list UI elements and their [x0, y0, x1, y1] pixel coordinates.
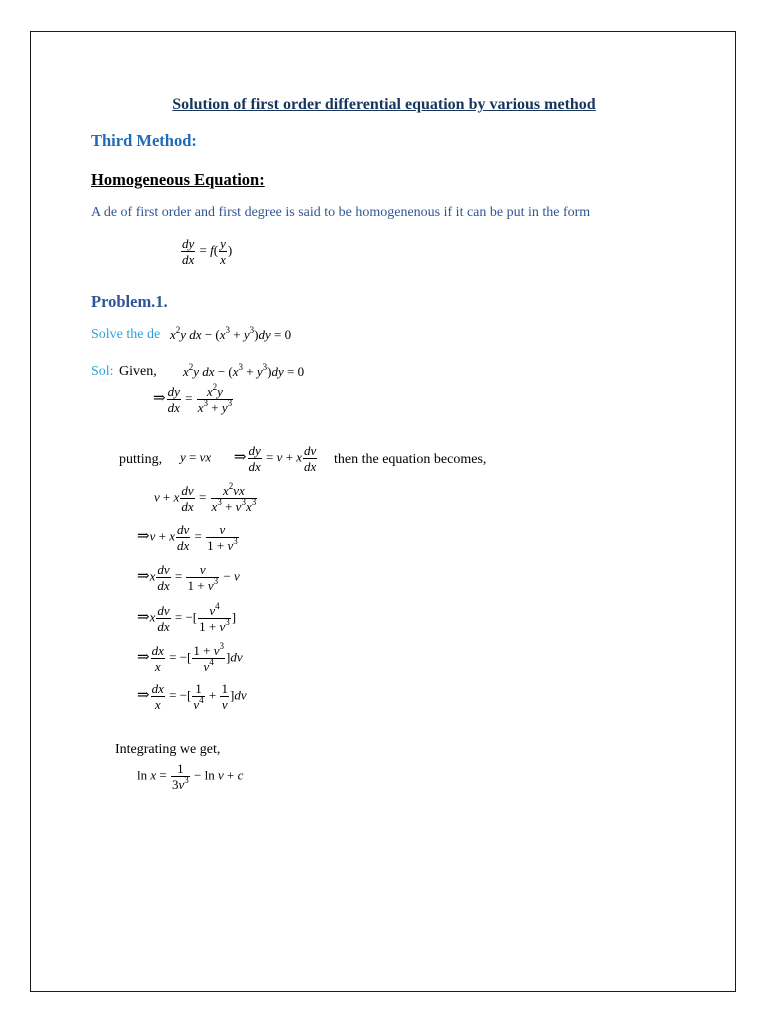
intro-text: A de of first order and first degree is said to be homogenenous if it can be put in the form [91, 205, 591, 220]
step-4: ⇒x $\frac{dv}{dx}$ = −[ $\frac{v^4}{1 + v^3}$ ] [137, 601, 237, 634]
step-2: ⇒v + x $\frac{dv}{dx}$ = $\frac{v}{1 + v^3}$ [137, 522, 238, 553]
section-heading: Third Method: [91, 131, 197, 150]
homogeneous-form-equation: $\frac{dy}{dx}$ = f( $\frac{y}{x}$ ) [182, 236, 233, 267]
step-6: ⇒ $\frac{dx}{x}$ = −[ $\frac{1}{v^4}$ + $\frac{1}{v}$ ]dv [137, 681, 247, 712]
problem-equation: $x^2y$ dx − $(x^3 + y^3)dy = 0$ [170, 325, 292, 342]
solve-label: Solve the de [91, 327, 161, 342]
final-solution: ln x = $\frac{1}{3v^3}$ − ln v + c [137, 761, 244, 792]
document-title: Solution of first order differential equation by various method [172, 96, 596, 113]
step-1: v + x $\frac{dv}{dx}$ = $\frac{x^2vx}{x^3 + v^3x^3}$ [154, 481, 257, 514]
step-dy-dx: ⇒ $\frac{dy}{dx}$ = $\frac{x^2y}{x^3 + y^3}$ [153, 382, 233, 415]
then-text: then the equation becomes, [334, 452, 487, 467]
given-label: Given, [119, 364, 157, 379]
step-5: ⇒ $\frac{dx}{x}$ = −[ $\frac{1 + v^3}{v^4}$ ]dv [137, 641, 243, 674]
step-3: ⇒x $\frac{dv}{dx}$ = $\frac{v}{1 + v^3}$ − v [137, 562, 240, 593]
problem-heading: Problem.1. [91, 292, 168, 311]
sol-label: Sol: [91, 364, 114, 379]
integrating-text: Integrating we get, [115, 742, 221, 757]
given-equation: $x^2y$ dx − $(x^3 + y^3)dy = 0$ [183, 362, 305, 379]
subsection-heading: Homogeneous Equation: [91, 170, 265, 189]
putting-label: putting, [119, 452, 163, 467]
substitution-equation: y = vx ⇒ $\frac{dy}{dx}$ = v + x $\frac{dv}{dx}$ [180, 443, 317, 474]
